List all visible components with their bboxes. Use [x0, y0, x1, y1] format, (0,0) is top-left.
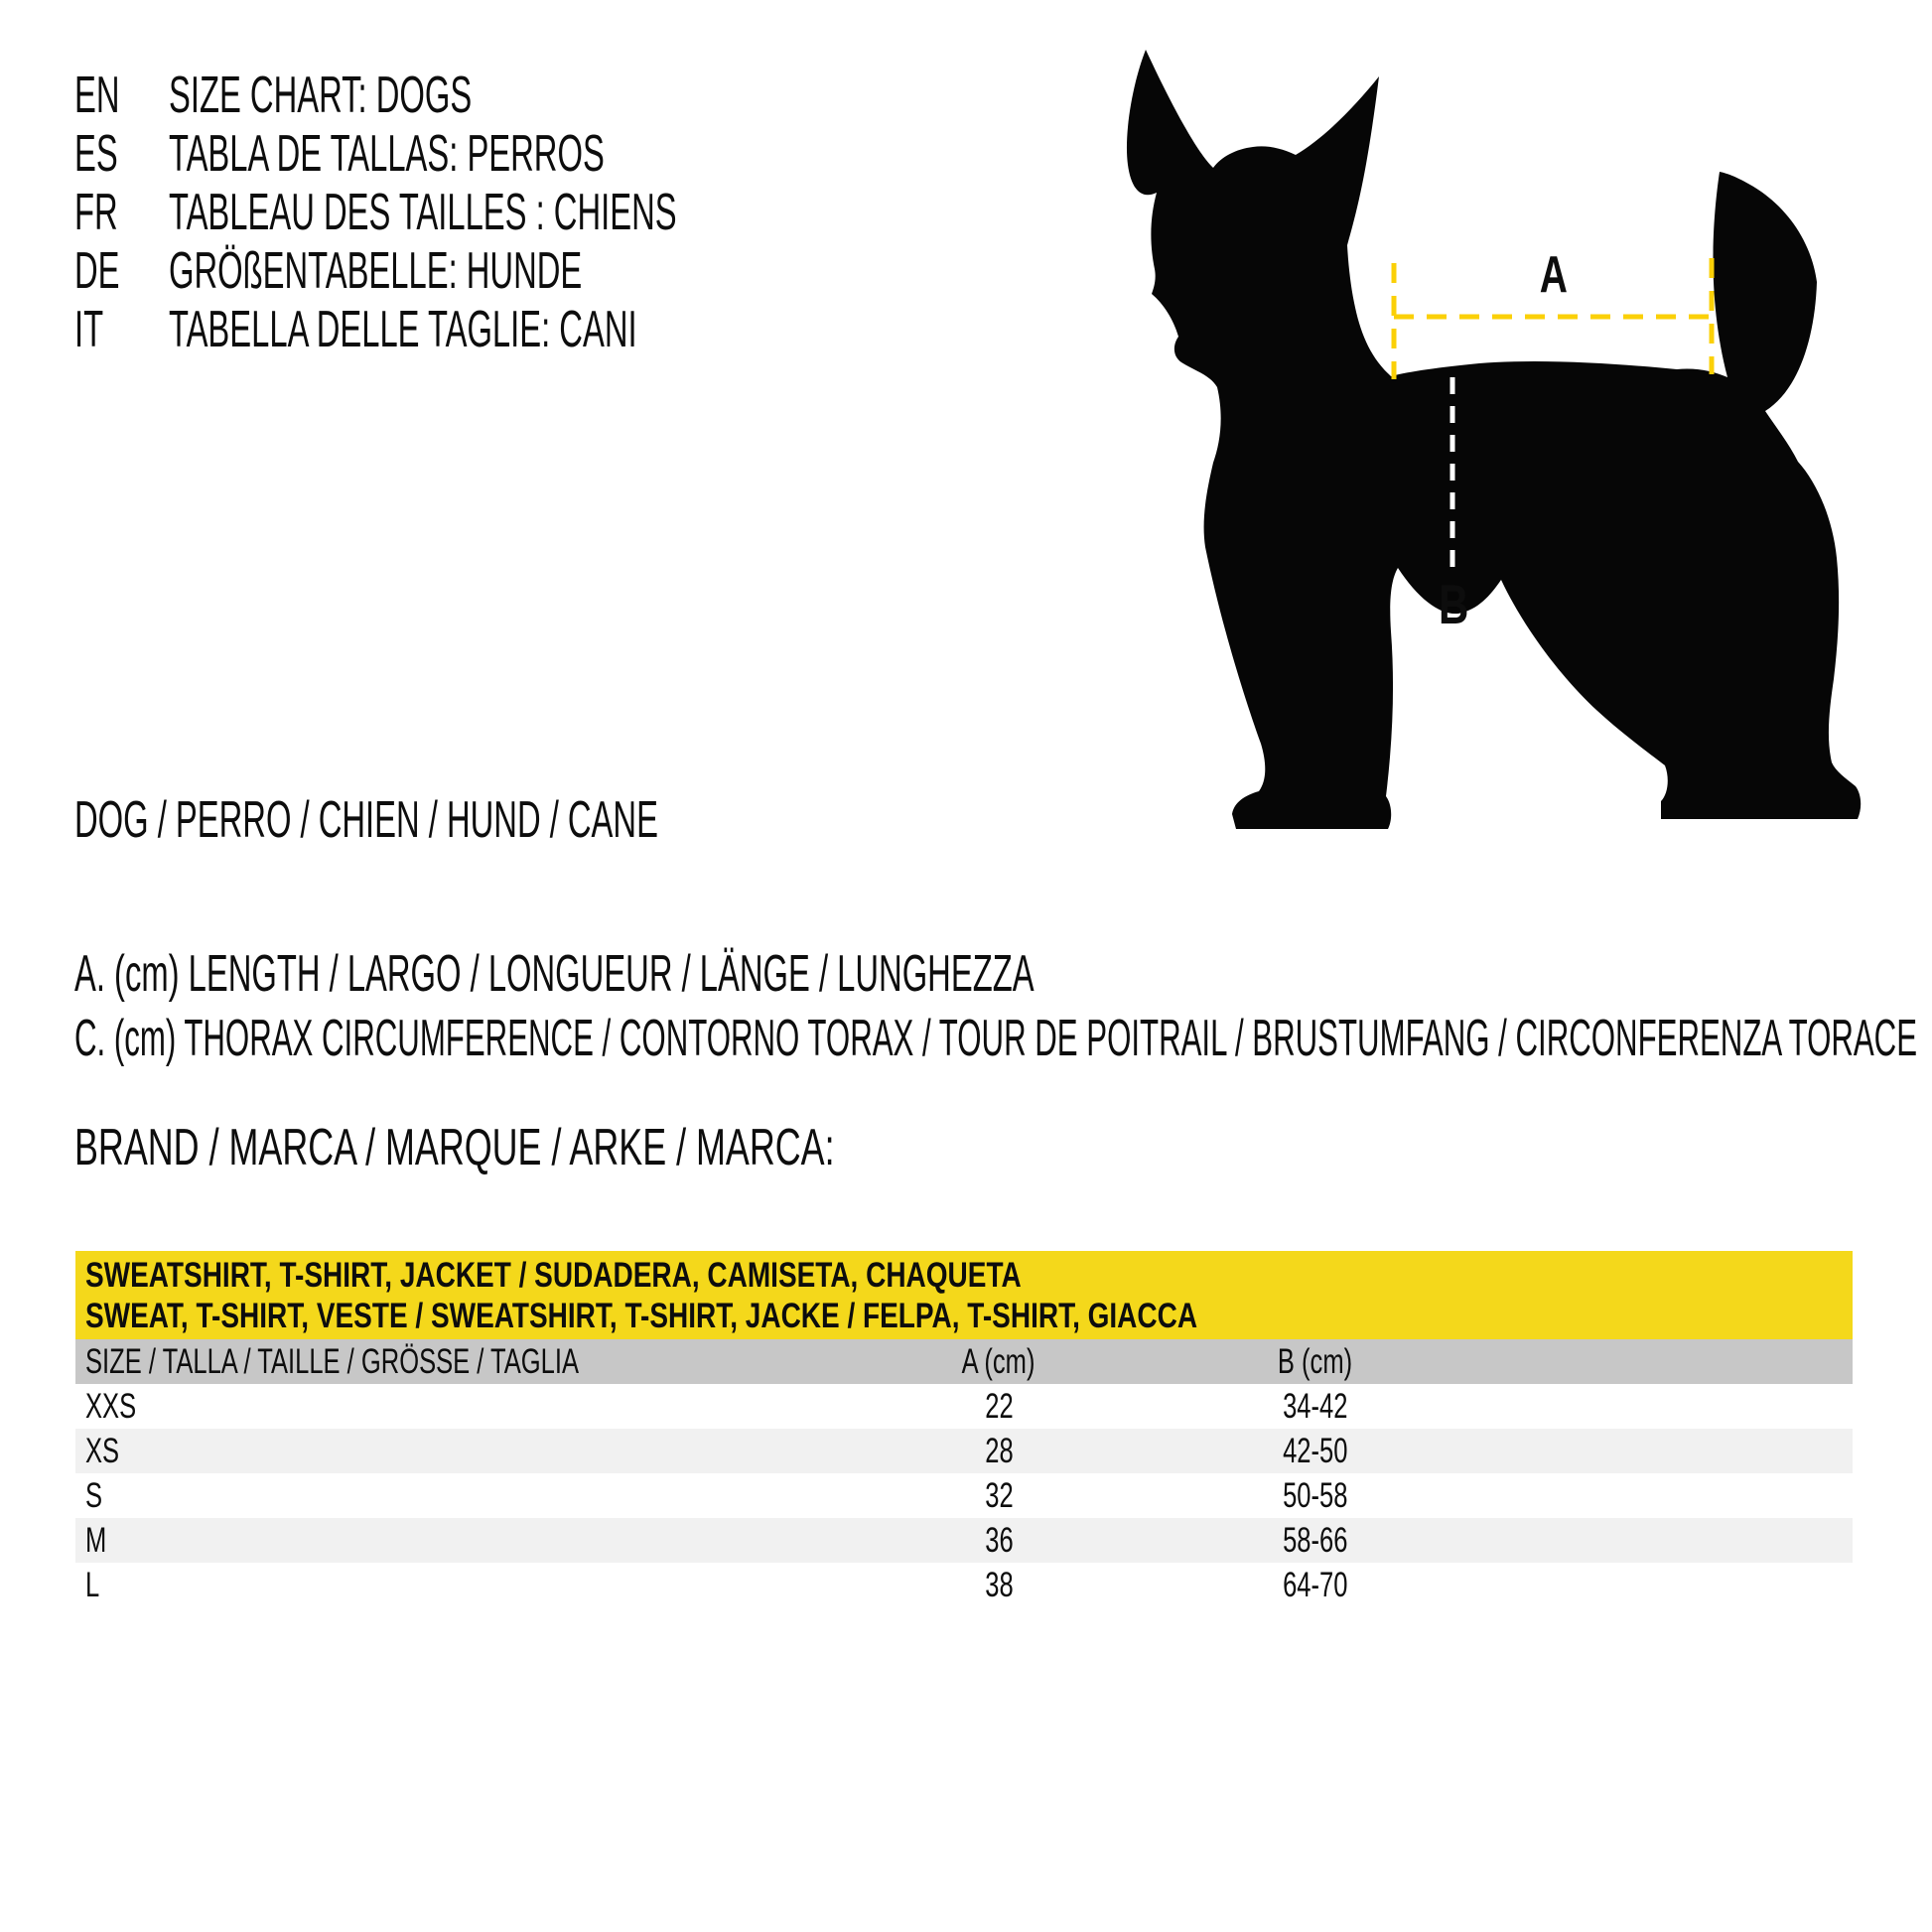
table-header-row: [75, 1339, 1853, 1384]
table-row-xs: [75, 1429, 1853, 1473]
dog-caption: DOG / PERRO / CHIEN / HUND / CANE: [74, 791, 658, 849]
b-cell: 50-58: [1283, 1475, 1348, 1515]
table-title-line2: SWEAT, T-SHIRT, VESTE / SWEATSHIRT, T-SHIRT, JACKE / FELPA, T-SHIRT, GIACCA: [85, 1296, 1198, 1335]
language-title: TABELLA DELLE TAGLIE: CANI: [169, 301, 637, 358]
legend-line-a: A. (cm) LENGTH / LARGO / LONGUEUR / LÄNGE / LUNGHEZZA: [74, 945, 1035, 1003]
b-cell: 64-70: [1283, 1565, 1348, 1604]
a-cell: 22: [984, 1386, 1014, 1426]
measure-label-b: B: [1438, 573, 1469, 635]
column-header-size: SIZE / TALLA / TAILLE / GRÖSSE / TAGLIA: [85, 1341, 580, 1381]
language-title: TABLEAU DES TAILLES : CHIENS: [169, 184, 677, 241]
column-header-b: B (cm): [1278, 1341, 1353, 1381]
legend-line-c: C. (cm) THORAX CIRCUMFERENCE / CONTORNO TORAX / TOUR DE POITRAIL / BRUSTUMFANG / CIRCONFERENZA TORACE: [74, 1010, 1918, 1067]
b-cell: 42-50: [1283, 1431, 1348, 1470]
measure-label-a: A: [1539, 246, 1569, 304]
table-title-line1: SWEATSHIRT, T-SHIRT, JACKET / SUDADERA, CAMISETA, CHAQUETA: [85, 1255, 1022, 1295]
column-header-a: A (cm): [962, 1341, 1035, 1381]
b-cell: 58-66: [1283, 1520, 1348, 1560]
size-cell: XS: [85, 1431, 120, 1470]
language-code: DE: [74, 242, 120, 300]
language-code: EN: [74, 67, 120, 124]
b-cell: 34-42: [1283, 1386, 1348, 1426]
language-code: IT: [74, 301, 104, 358]
language-code: FR: [74, 184, 118, 241]
dog-measurement-diagram: [1122, 44, 1864, 833]
a-cell: 36: [984, 1520, 1014, 1560]
language-code: ES: [74, 125, 118, 183]
table-title-band: [75, 1251, 1853, 1339]
table-row-l: [75, 1563, 1853, 1607]
language-title: TABLA DE TALLAS: PERROS: [169, 125, 605, 183]
a-cell: 32: [984, 1475, 1014, 1515]
a-cell: 38: [984, 1565, 1014, 1604]
size-cell: S: [85, 1475, 103, 1515]
brand-line: BRAND / MARCA / MARQUE / ARKE / MARCA:: [74, 1119, 835, 1176]
table-row-xxs: [75, 1384, 1853, 1429]
size-cell: L: [85, 1565, 100, 1604]
table-row-s: [75, 1473, 1853, 1518]
language-title: GRÖßENTABELLE: HUNDE: [169, 242, 583, 300]
a-cell: 28: [984, 1431, 1014, 1470]
language-title: SIZE CHART: DOGS: [169, 67, 473, 124]
size-cell: XXS: [85, 1386, 137, 1426]
dog-silhouette-svg: [1122, 44, 1864, 833]
size-cell: M: [85, 1520, 107, 1560]
table-row-m: [75, 1518, 1853, 1563]
dog-silhouette: [1127, 50, 1861, 829]
